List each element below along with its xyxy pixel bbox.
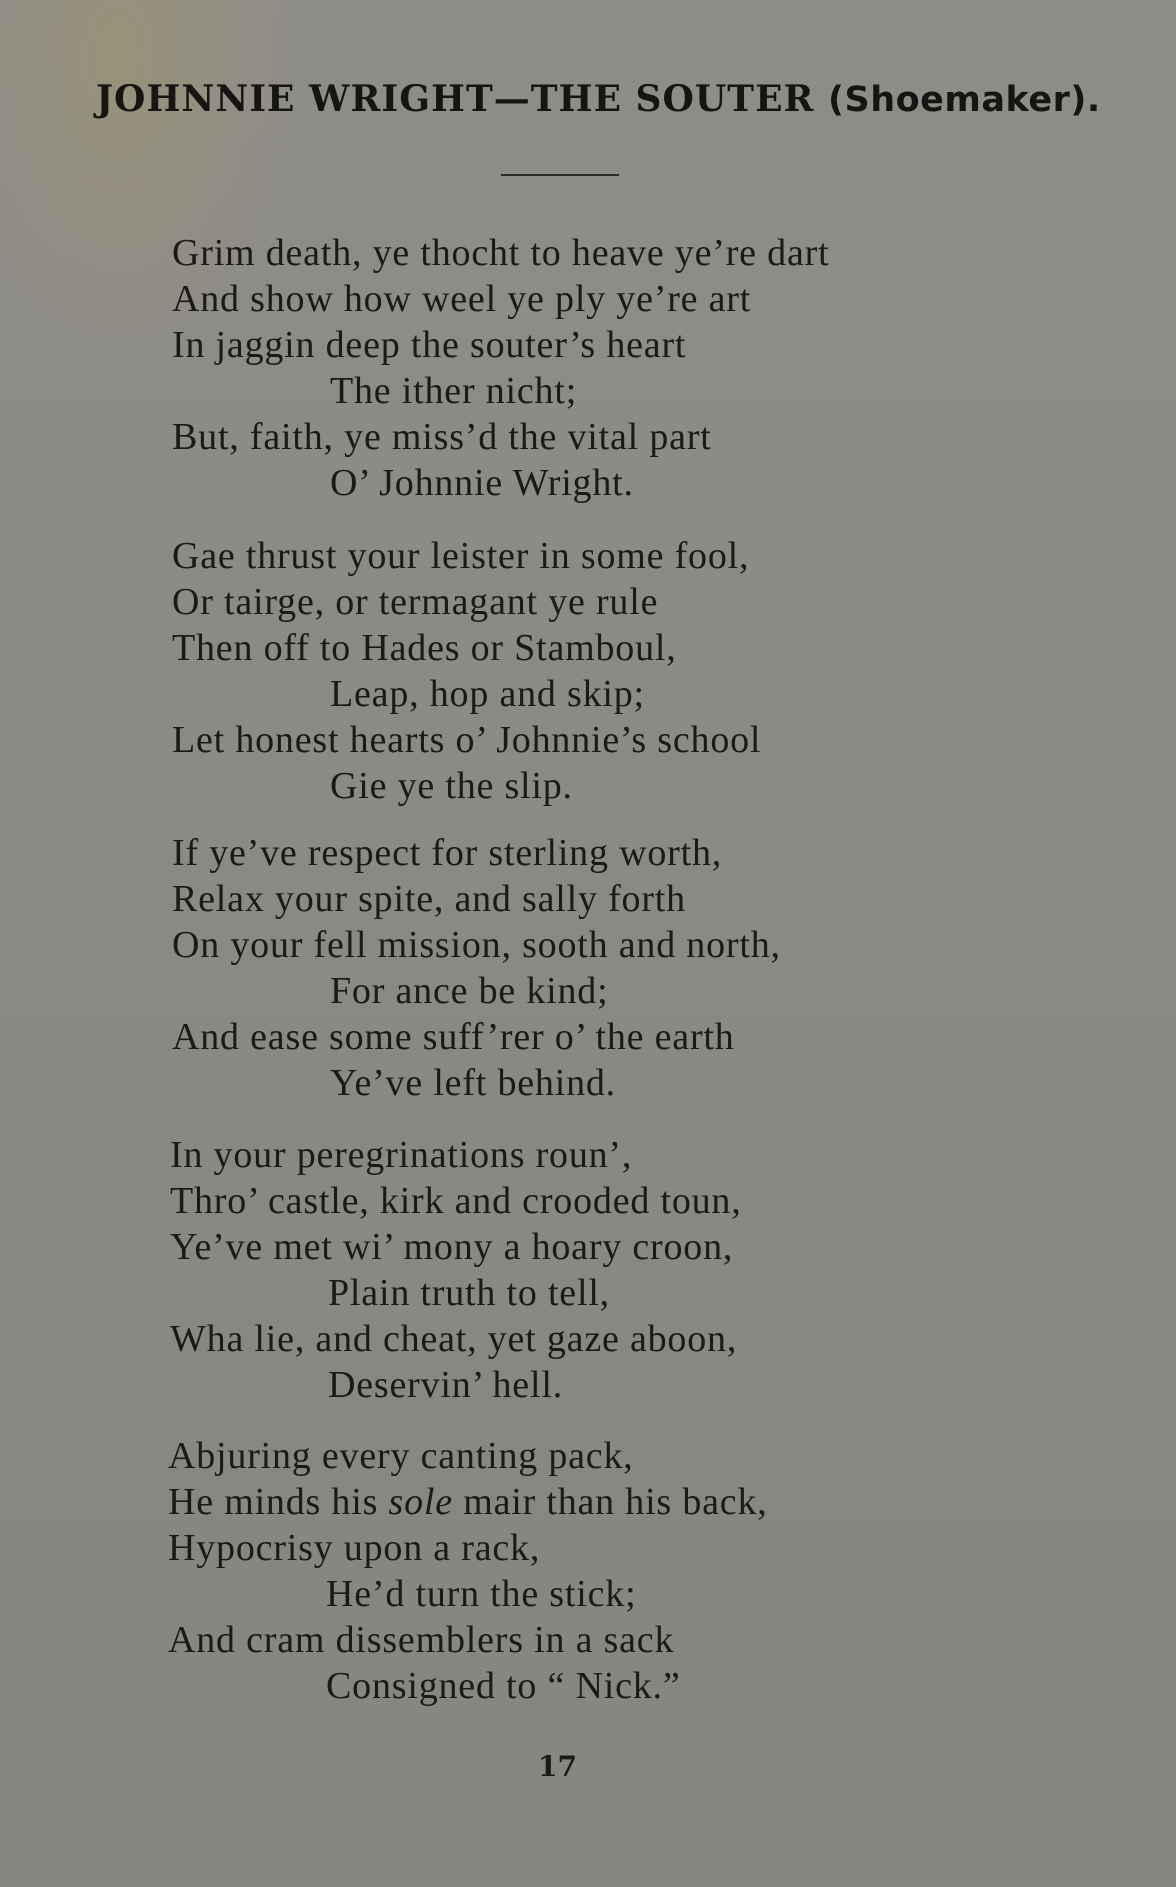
verse-line: Gae thrust your leister in some fool, [172, 535, 750, 577]
verse-line: Let honest hearts o’ Johnnie’s school [172, 719, 762, 761]
verse-line-indented: Deservin’ hell. [328, 1364, 563, 1406]
verse-line: Thro’ castle, kirk and crooded toun, [170, 1180, 742, 1222]
verse-line: In your peregrinations roun’, [170, 1134, 633, 1176]
verse-line-indented: Ye’ve left behind. [330, 1062, 616, 1104]
verse-line: If ye’ve respect for sterling worth, [172, 832, 723, 874]
verse-line: Hypocrisy upon a rack, [168, 1527, 541, 1569]
verse-line: And show how weel ye ply ye’re art [172, 278, 752, 320]
stanza-1 [172, 230, 829, 506]
verse-line: On your fell mission, sooth and north, [172, 924, 781, 966]
verse-line-indented: For ance be kind; [330, 970, 609, 1012]
verse-line-italic-word: sole [388, 1481, 453, 1523]
verse-line: But, faith, ye miss’d the vital part [172, 416, 712, 458]
verse-line-part: mair than his back, [463, 1481, 768, 1523]
verse-line: Relax your spite, and sally forth [172, 878, 686, 920]
page-number: 17 [538, 1750, 577, 1783]
verse-line: Ye’ve met wi’ mony a hoary croon, [170, 1226, 734, 1268]
verse-line-indented: The ither nicht; [330, 370, 578, 412]
title-subtitle: (Shoemaker). [828, 80, 1101, 120]
verse-line: Grim death, ye thocht to heave ye’re dart [172, 232, 830, 274]
stanza-4 [170, 1132, 742, 1408]
stanza-3 [172, 830, 781, 1106]
title-divider [501, 174, 619, 176]
verse-line-indented: Gie ye the slip. [330, 765, 573, 807]
verse-line: Abjuring every canting pack, [168, 1435, 634, 1477]
verse-line-indented: Plain truth to tell, [328, 1272, 610, 1314]
stanza-5 [168, 1433, 768, 1709]
verse-line-indented: Consigned to “ Nick.” [326, 1665, 681, 1707]
stanza-2 [172, 533, 761, 809]
title-main: JOHNNIE WRIGHT—THE SOUTER [96, 78, 815, 120]
verse-line-indented: He’d turn the stick; [326, 1573, 637, 1615]
verse-line: And ease some suff’rer o’ the earth [172, 1016, 735, 1058]
verse-line [168, 1479, 768, 1525]
verse-line-indented: Leap, hop and skip; [330, 673, 645, 715]
verse-line: And cram dissemblers in a sack [168, 1619, 675, 1661]
poem-title [96, 78, 1101, 120]
verse-line-indented: O’ Johnnie Wright. [330, 462, 634, 504]
verse-line: Or tairge, or termagant ye rule [172, 581, 659, 623]
verse-line: Wha lie, and cheat, yet gaze aboon, [170, 1318, 738, 1360]
verse-line-part: He minds his [168, 1481, 379, 1523]
verse-line: Then off to Hades or Stamboul, [172, 627, 677, 669]
verse-line: In jaggin deep the souter’s heart [172, 324, 687, 366]
